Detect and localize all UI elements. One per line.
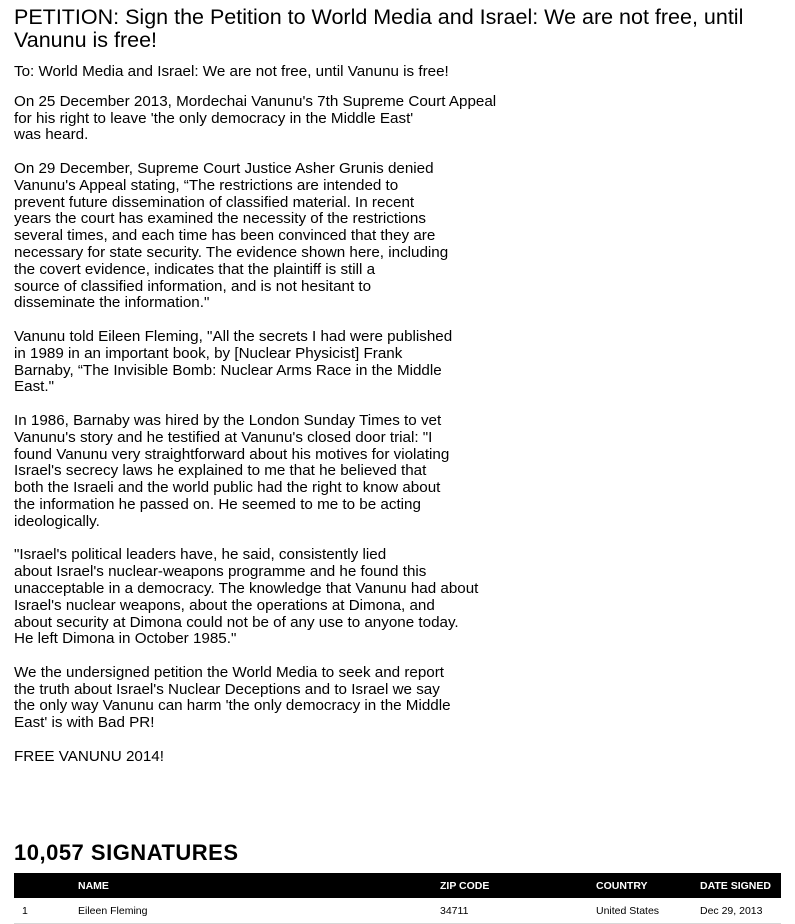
row-number: 1 — [14, 898, 78, 924]
petition-body — [14, 64, 794, 766]
column-number — [14, 873, 78, 898]
column-name: NAME — [78, 873, 440, 898]
petition-recipient: To: World Media and Israel: We are not free, until Vanunu is free! — [14, 63, 449, 80]
petition-paragraph-4: In 1986, Barnaby was hired by the London Sunday Times to vet Vanunu's story and he testified at Vanunu's closed door trial: "I found Vanunu very straightforward about his motives for violating Israel's secrecy laws he explained to me that he believed that both the Israeli and the world public had the right to know about the information he passed on. He seemed to me to be acting ideologically. — [14, 411, 450, 530]
signer-zip-code: 34711 — [440, 898, 596, 924]
petition-paragraph-1: On 25 December 2013, Mordechai Vanunu's 7th Supreme Court Appeal for his right to leave 'the only democracy in the Middle East' was heard. — [14, 92, 497, 144]
petition-paragraph-2: On 29 December, Supreme Court Justice Asher Grunis denied Vanunu's Appeal stating, “The restrictions are intended to prevent future dissemination of classified material. In recent years the court has examined the necessity of the restrictions several times, and each time has been convinced that they are necessary for state security. The evidence shown here, including the covert evidence, indicates that the plaintiff is still a source of classified information, and is not hesitant to disseminate the information." — [14, 159, 449, 312]
signed-date: Dec 29, 2013 — [700, 898, 781, 924]
signer-name: Eileen Fleming — [78, 898, 440, 924]
petition-paragraph-6: We the undersigned petition the World Media to seek and report the truth about Israel's Nuclear Deceptions and to Israel we say the only way Vanunu can harm 'the only democracy in the Middle East' is with Bad PR! — [14, 663, 451, 732]
column-zip-code: ZIP CODE — [440, 873, 596, 898]
petition-paragraph-3: Vanunu told Eileen Fleming, "All the secrets I had were published in 1989 in an important book, by [Nuclear Physicist] Frank Barnaby, “The Invisible Bomb: Nuclear Arms Race in the Middle East." — [14, 327, 453, 396]
signatures-table — [14, 873, 781, 924]
column-country: COUNTRY — [596, 873, 700, 898]
signatures-table-header — [14, 873, 781, 898]
petition-closing: FREE VANUNU 2014! — [14, 747, 164, 765]
petition-paragraph-5: "Israel's political leaders have, he said, consistently lied about Israel's nuclear-weapons programme and he found this unacceptable in a democracy. The knowledge that Vanunu had about Israel's nuclear weapons, about the operations at Dimona, and about security at Dimona could not be of any use to anyone today. He left Dimona in October 1985." — [14, 546, 479, 648]
petition-title: PETITION: Sign the Petition to World Media and Israel: We are not free, until Vanunu is free! — [14, 5, 744, 52]
signer-country: United States — [596, 898, 700, 924]
signature-count: 10,057 SIGNATURES — [14, 840, 239, 865]
column-date-signed: DATE SIGNED — [700, 873, 781, 898]
